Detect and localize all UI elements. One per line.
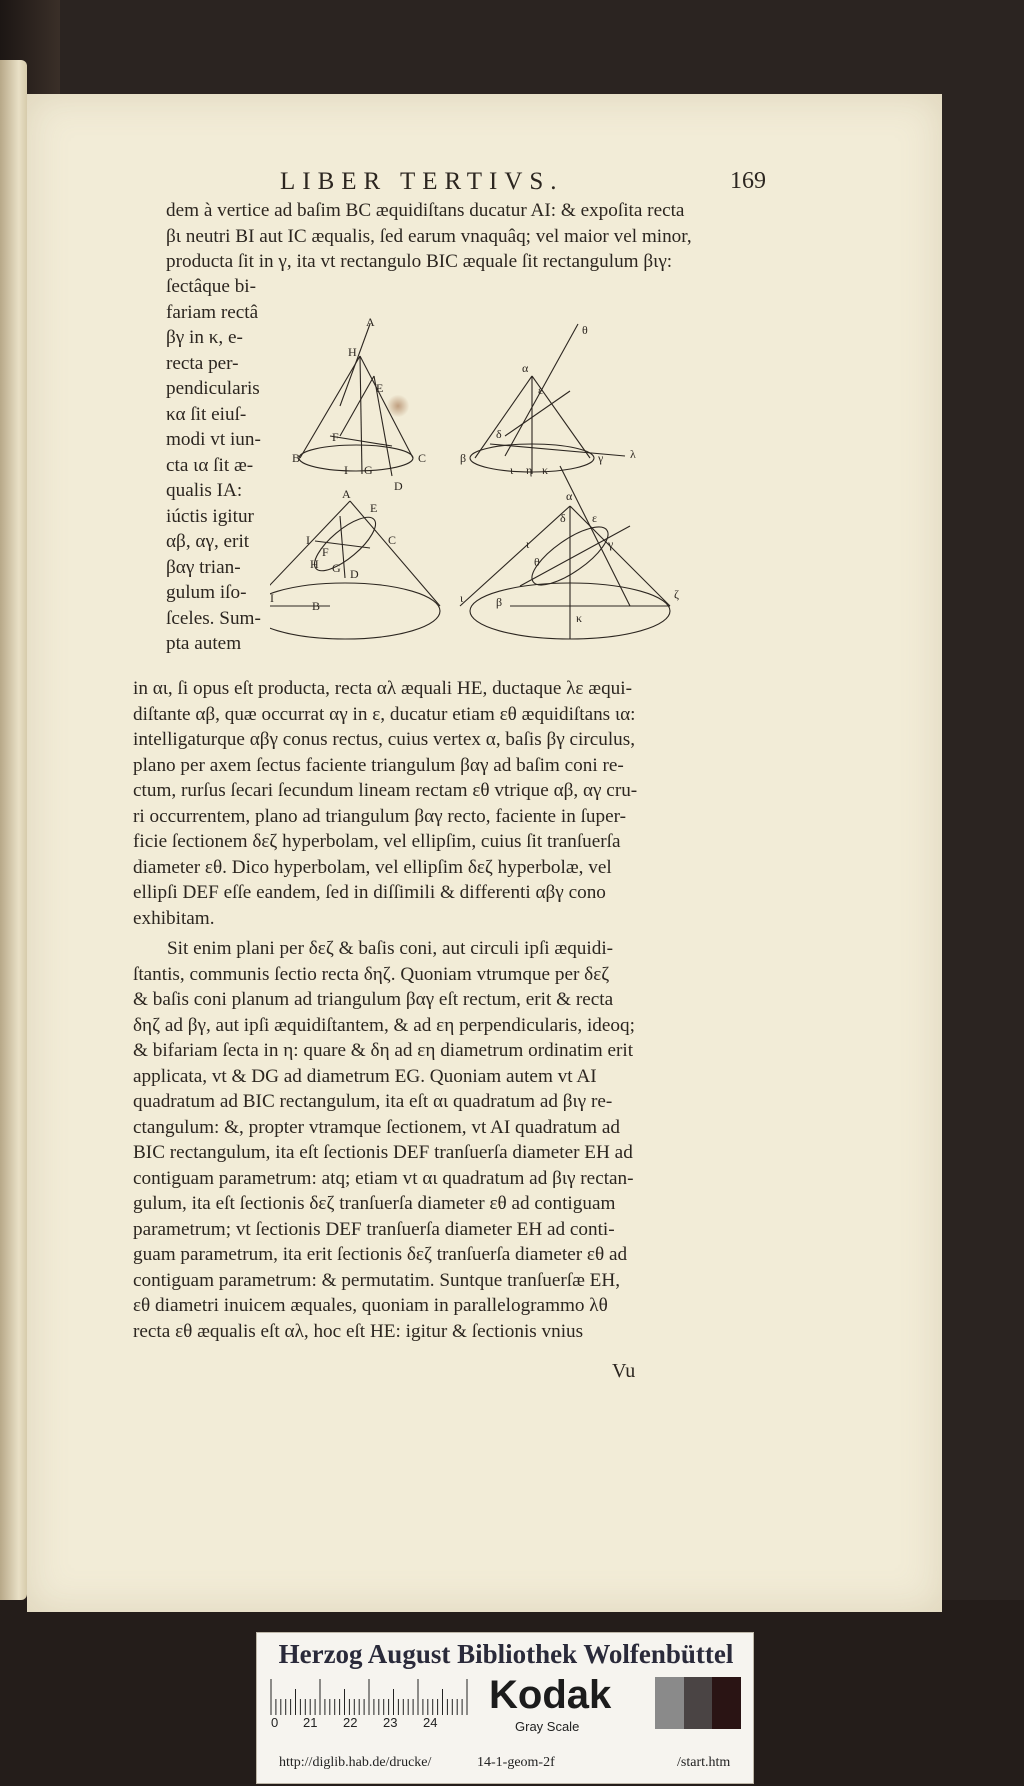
text-line: gulum, ita eſt ſectionis δεζ tranſuerſa diameter εθ ad contiguam: [133, 1193, 616, 1214]
text-line: αβ, αγ, erit: [166, 531, 250, 552]
color-target-card: [256, 1632, 754, 1784]
text-line: contiguam parametrum: & permutatim. Suntque tranſuerſæ EH,: [133, 1269, 621, 1291]
gray-patch: [684, 1677, 713, 1729]
ruler-number: 22: [343, 1715, 358, 1730]
text-line: parametrum; vt ſectionis DEF tranſuerſa diameter EH ad conti-: [133, 1218, 615, 1240]
figure-label: G: [364, 463, 373, 477]
figure-label: H: [348, 345, 357, 359]
text-line: βγ in κ, e-: [166, 327, 243, 348]
geometric-diagram: [270, 316, 770, 646]
figure-label: ζ: [674, 587, 679, 601]
figure-label: ι: [460, 591, 464, 605]
figure-label: ε: [592, 511, 598, 525]
text-line: intelligaturque αβγ conus rectus, cuius vertex α, baſis βγ circulus,: [133, 729, 636, 750]
library-title: Herzog August Bibliothek Wolfenbüttel: [278, 1639, 734, 1669]
figure-label: θ: [534, 555, 540, 569]
text-line: ctum, rurſus ſecari ſecundum lineam rectam εθ vtrique αβ, αγ cru-: [133, 780, 638, 801]
figure-label: C: [388, 533, 397, 547]
text-line: cta ια ſit æ-: [166, 454, 254, 476]
kodak-logo: Kodak: [489, 1673, 612, 1717]
text-line: pta autem: [166, 633, 242, 654]
figure-label: I: [306, 533, 310, 547]
text-line: pendicularis: [166, 378, 260, 399]
figure-label: κ: [576, 611, 583, 625]
text-line: quadratum ad BIC rectangulum, ita eſt αι quadratum ad βιγ re-: [133, 1091, 613, 1112]
text-line: exhibitam.: [133, 907, 215, 929]
figure-label: D: [350, 567, 359, 581]
text-line: βαγ trian-: [166, 556, 241, 578]
text-line: ellipſi DEF eſſe eandem, ſed in diſſimili & differenti αβγ cono: [133, 882, 606, 903]
figure-label: κ: [542, 463, 549, 477]
gray-patch: [712, 1677, 741, 1729]
figure-label: I: [344, 463, 348, 477]
figure-label: C: [418, 451, 427, 465]
figure-label: G: [332, 561, 341, 575]
paragraph-two: [133, 936, 783, 1344]
text-line: qualis IA:: [166, 480, 243, 501]
text-line: diſtante αβ, quæ occurrat αγ in ε, ducatur etiam εθ æquidiſtans ια:: [133, 703, 636, 725]
text-line: ri occurrentem, plano ad triangulum βαγ recto, faciente in ſuper-: [133, 805, 627, 827]
figure-label: ι: [510, 463, 514, 477]
text-line: plano per axem ſectus faciente triangulum βαγ ad baſim coni re-: [133, 754, 624, 776]
text-line: applicata, vt & DG ad diametrum EG. Quoniam autem vt AI: [133, 1065, 597, 1087]
figure-label: I: [270, 591, 274, 605]
text-line: recta εθ æqualis eſt αλ, hoc eſt HE: igitur & ſectionis vnius: [133, 1320, 584, 1342]
text-line: βι neutri BI aut IC æqualis, ſed earum vnaquâq; vel maior vel minor,: [166, 225, 692, 247]
text-line: ſceles. Sum-: [166, 607, 261, 629]
text-line: εθ diametri inuicem æquales, quoniam in parallelogrammo λθ: [133, 1295, 608, 1316]
figure-label: E: [370, 501, 378, 515]
intro-text: [166, 198, 766, 275]
ruler-scale: [269, 1677, 469, 1715]
text-line: diameter εθ. Dico hyperbolam, vel ellipſim δεζ hyperbolæ, vel: [133, 856, 612, 878]
figure-label: H: [310, 557, 319, 571]
url-row: [257, 1751, 755, 1777]
text-line: BIC rectangulum, ita eſt ſectionis DEF tranſuerſa diameter EH ad: [133, 1142, 633, 1163]
figure-label: θ: [582, 323, 588, 337]
figure-label: B: [292, 451, 301, 465]
text-line: ſtantis, communis ſectio recta δηζ. Quoniam vtrumque per δεζ: [133, 963, 610, 985]
page-number: 169: [730, 168, 766, 194]
ruler-number: 24: [423, 1715, 438, 1730]
text-line: dem à vertice ad baſim BC æquidiſtans ducatur AI: & expoſita recta: [166, 200, 685, 221]
text-line: ficie ſectionem δεζ hyperbolam, vel ellipſim, cuius ſit tranſuerſa: [133, 831, 621, 852]
figure-label: α: [522, 361, 529, 375]
figure-label: B: [312, 599, 321, 613]
figure-label: A: [366, 316, 375, 329]
cone-section-figure: [270, 316, 770, 646]
side-column-text: [166, 274, 261, 657]
text-line: ſectâque bi-: [166, 276, 257, 297]
figure-label: ε: [538, 383, 544, 397]
figure-label: A: [342, 487, 351, 501]
ruler-number: 21: [303, 1715, 318, 1730]
figure-label: γ: [608, 537, 614, 551]
figure-label: β: [496, 595, 503, 609]
text-line: Sit enim plani per δεζ & baſis coni, aut circuli ipſi æquidi-: [167, 938, 614, 959]
text-line: & baſis coni planum ad triangulum βαγ eſt rectum, erit & recta: [133, 989, 614, 1010]
text-line: contiguam parametrum: atq; etiam vt αι quadratum ad βιγ rectan-: [133, 1167, 634, 1189]
text-line: producta ſit in γ, ita vt rectangulo BIC æquale ſit rectangulum βιγ:: [166, 251, 673, 272]
figure-label: δ: [496, 427, 502, 441]
shelfmark: 14-1-geom-2f: [477, 1755, 555, 1770]
gray-scale-label: Gray Scale: [515, 1719, 580, 1734]
text-line: fariam rectâ: [166, 301, 259, 323]
figure-label: F: [332, 430, 339, 444]
text-line: iúctis igitur: [166, 505, 254, 527]
text-line: ctangulum: &, propter vtramque ſectionem, vt AI quadratum ad: [133, 1116, 621, 1138]
figure-label: α: [566, 489, 573, 503]
text-line: gulum iſo-: [166, 582, 247, 603]
figure-label: ι: [526, 537, 530, 551]
figure-label: β: [460, 451, 467, 465]
figure-label: δ: [560, 511, 566, 525]
text-line: δηζ ad βγ, aut ipſi æquidiſtantem, & ad εη perpendicularis, ideoq;: [133, 1014, 635, 1036]
figure-label: γ: [598, 451, 604, 465]
text-line: recta per-: [166, 352, 239, 374]
start-file: /start.htm: [677, 1755, 731, 1770]
previous-page-edge: [0, 60, 27, 1600]
digital-library-url: http://diglib.hab.de/drucke/: [279, 1755, 432, 1770]
running-head: LIBER TERTIVS.: [280, 168, 564, 195]
text-line: in αι, ſi opus eſt producta, recta αλ æquali HE, ductaque λε æqui-: [133, 678, 632, 699]
text-line: κα ſit eiuſ-: [166, 403, 247, 425]
continuation-text: [133, 676, 783, 931]
figure-label: η: [526, 463, 533, 477]
figure-label: F: [322, 545, 329, 559]
figure-label: E: [376, 381, 384, 395]
gray-patch: [655, 1677, 684, 1729]
ruler-number: 0: [271, 1715, 279, 1730]
ruler-number: 23: [383, 1715, 398, 1730]
figure-label: D: [394, 479, 403, 493]
text-line: modi vt iun-: [166, 429, 261, 450]
ruler-numbers: [269, 1715, 469, 1735]
figure-label: λ: [630, 447, 636, 461]
text-line: guam parametrum, ita erit ſectionis δεζ tranſuerſa diameter εθ ad: [133, 1244, 628, 1265]
text-line: & bifariam ſecta in η: quare & δη ad εη diametrum ordinatim erit: [133, 1040, 634, 1061]
gray-scale-patches: [655, 1677, 741, 1729]
catchword: Vu: [612, 1360, 636, 1382]
